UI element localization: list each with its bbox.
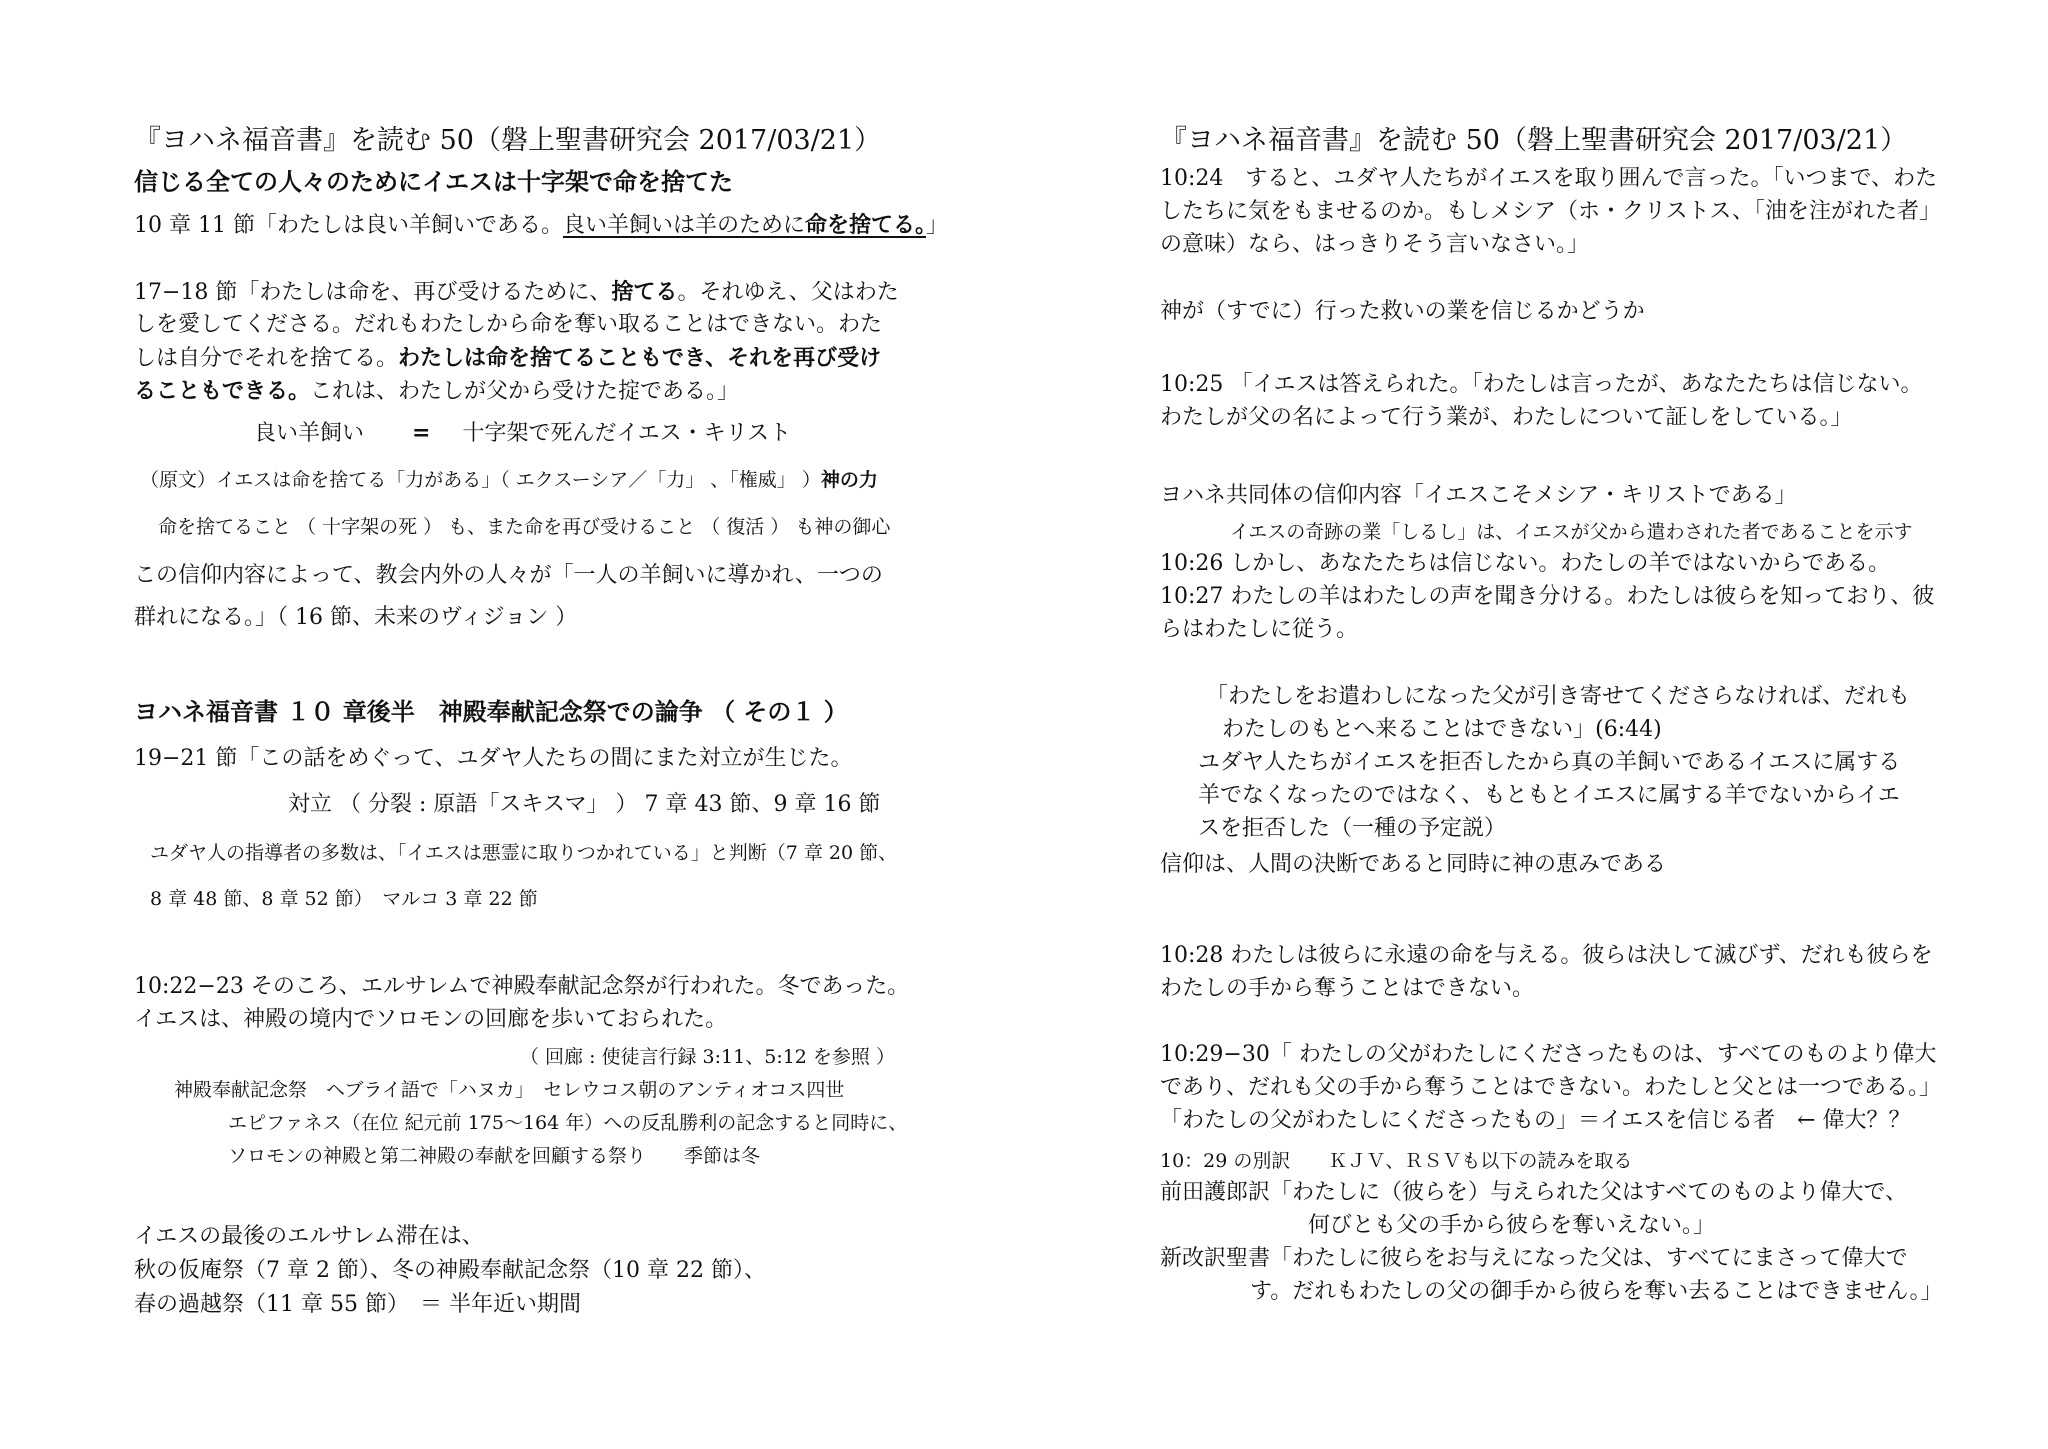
right-page [1024, 0, 2048, 1449]
alternative-translation-line: 10：29 の別訳 ＫＪＶ、ＲＳＶも以下の読みを取る [1160, 1150, 1633, 1172]
verse-26: 10:26 しかし、あなたたちは信じない。わたしの羊ではないからである。 [1160, 551, 1891, 576]
verse-28-line-2: わたしの手から奪うことはできない。 [1160, 976, 1535, 1001]
shinkaiyaku-line-2: す。だれもわたしの父の御手から彼らを奪い去ることはできません。」 [1250, 1279, 1943, 1304]
verse-11-underlined: 良い羊飼いは羊のために [562, 213, 805, 238]
verse-17-line-1 [134, 277, 899, 308]
verse-27-line-2: らはわたしに従う。 [1160, 617, 1359, 642]
document-title: 『ヨハネ福音書』を読む 50（磐上聖書研究会 2017/03/21） [1160, 125, 1908, 156]
verse-17-bold: わたしは命を捨てることもでき、それを再び受け [398, 345, 882, 371]
verse-17-line-3 [134, 343, 881, 374]
verse-24-line-2: したちに気をもませるのか。もしメシア（ホ・クリストス、「油を注がれた者」 [1160, 199, 1942, 224]
verse-17-text: 。それゆえ、父はわた [677, 280, 899, 305]
predestination-line-3: スを拒否した（一種の予定説） [1198, 816, 1507, 841]
verse-17-text: これは、わたしが父から受けた掟である。」 [310, 379, 740, 404]
document-title: 『ヨハネ福音書』を読む 50（磐上聖書研究会 2017/03/21） [134, 125, 882, 156]
verse-11-bold-underlined: 命を捨てる。 [805, 212, 927, 238]
document-subtitle: 信じる全ての人々のためにイエスは十字架で命を捨てた [134, 168, 734, 196]
verse-17-bold: ることもできる。 [134, 378, 311, 404]
quote-line-1: 「わたしをお遣わしになった父が引き寄せてくださらなければ、だれも [1206, 684, 1911, 709]
will-of-god-line: 命を捨てること （ 十字架の死 ） も、また命を再び受けること （ 復活 ） も神の御心 [158, 516, 891, 538]
verse-11 [134, 210, 948, 241]
verse-24-line-3: の意味）なら、はっきりそう言いなさい。」 [1160, 232, 1590, 257]
verse-17-text: しは自分でそれを捨てる。 [134, 346, 399, 371]
faith-line-2: 群れになる。」（ 16 節、未来のヴィジョン ） [134, 605, 578, 630]
festival-line-2: エピファネス（在位 紀元前 175〜164 年）への反乱勝利の記念すると同時に、 [228, 1112, 908, 1134]
stay-line-3: 春の過越祭（11 章 55 節） ＝ 半年近い期間 [134, 1292, 581, 1317]
predestination-line-1: ユダヤ人たちがイエスを拒否したから真の羊飼いであるイエスに属する [1198, 750, 1901, 775]
stay-line-1: イエスの最後のエルサレム滞在は、 [134, 1224, 484, 1249]
predestination-line-2: 羊でなくなったのではなく、もともとイエスに属する羊でないからイエ [1198, 783, 1900, 808]
good-shepherd-equation [254, 418, 791, 449]
community-faith-line: ヨハネ共同体の信仰内容「イエスこそメシア・キリストである」 [1160, 483, 1797, 508]
verse-11-post: 」 [926, 213, 949, 238]
verse-19: 19−21 節「この話をめぐって、ユダヤ人たちの間にまた対立が生じた。 [134, 746, 853, 771]
verse-11-pre: 10 章 11 節「わたしは良い羊飼いである。 [134, 213, 563, 238]
god-salvation-line: 神が（すでに）行った救いの業を信じるかどうか [1160, 299, 1645, 324]
festival-line-3: ソロモンの神殿と第二神殿の奉献を回顧する祭り 季節は冬 [228, 1145, 761, 1167]
conflict-note: 対立 （ 分裂 : 原語「スキスマ」 ） 7 章 43 節、9 章 16 節 [288, 792, 881, 817]
verse-25-line-2: わたしが父の名によって行う業が、わたしについて証しをしている。」 [1160, 405, 1853, 430]
verse-29-line-2: であり、だれも父の手から奪うことはできない。わたしと父とは一つである。」 [1160, 1075, 1942, 1100]
faith-line-1: この信仰内容によって、教会内外の人々が「一人の羊飼いに導かれ、一つの [134, 563, 883, 588]
faith-grace-line: 信仰は、人間の決断であると同時に神の恵みである [1160, 852, 1667, 877]
verse-25-line-1: 10:25 「イエスは答えられた。「わたしは言ったが、あなたたちは信じない。 [1160, 372, 1923, 397]
verse-17-line-4 [134, 376, 739, 407]
verse-17-bold: 捨てる [611, 279, 678, 305]
festival-line-1: 神殿奉献記念祭 ヘブライ語で「ハヌカ」 セレウコス朝のアンティオコス四世 [174, 1079, 845, 1101]
quote-line-2: わたしのもとへ来ることはできない」(6:44) [1222, 717, 1662, 742]
good-shepherd-term: 良い羊飼い [254, 421, 365, 446]
stay-line-2: 秋の仮庵祭（7 章 2 節）、冬の神殿奉献記念祭（10 章 22 節）、 [134, 1258, 766, 1283]
leaders-line-1: ユダヤ人の指導者の多数は、「イエスは悪霊に取りつかれている」と判断（7 章 20 節、 [150, 842, 898, 864]
verse-22-line-1: 10:22−23 そのころ、エルサレムで神殿奉献記念祭が行われた。冬であった。 [134, 974, 910, 999]
shinkaiyaku-line-1: 新改訳聖書「わたしに彼らをお与えになった父は、すべてにまさって偉大で [1160, 1246, 1908, 1271]
section-heading: ヨハネ福音書 １０ 章後半 神殿奉献記念祭での論争 （ その１ ） [134, 698, 848, 726]
good-shepherd-meaning: 十字架で死んだイエス・キリスト [462, 421, 792, 446]
equals-sign: = [412, 420, 431, 446]
verse-28-line-1: 10:28 わたしは彼らに永遠の命を与える。彼らは決して滅びず、だれも彼らを [1160, 943, 1933, 968]
verse-22-line-2: イエスは、神殿の境内でソロモンの回廊を歩いておられた。 [134, 1007, 728, 1032]
verse-29-line-1: 10:29−30「 わたしの父がわたしにくださったものは、すべてのものより偉大 [1160, 1042, 1937, 1067]
signs-line: イエスの奇跡の業「しるし」は、イエスが父から遣わされた者であることを示す [1230, 521, 1913, 543]
verse-27-line-1: 10:27 わたしの羊はわたしの声を聞き分ける。わたしは彼らを知っており、彼 [1160, 584, 1935, 609]
maeda-translation-line-1: 前田護郎訳「わたしに（彼らを）与えられた父はすべてのものより偉大で、 [1160, 1180, 1908, 1205]
maeda-translation-line-2: 何びとも父の手から彼らを奪いえない。」 [1308, 1213, 1716, 1238]
verse-17-line-2: しを愛してくださる。だれもわたしから命を奪い取ることはできない。わた [134, 312, 883, 337]
corridor-note: （ 回廊 : 使徒言行録 3:11、5:12 を参照 ） [520, 1046, 895, 1068]
verse-17-text: 17−18 節「わたしは命を、再び受けるために、 [134, 280, 612, 305]
verse-24-line-1: 10:24 すると、ユダヤ人たちがイエスを取り囲んで言った。「いつまで、わた [1160, 166, 1938, 191]
original-text-body: （原文）イエスは命を捨てる「力がある」（ エクスーシア／「力」 、「権威」 ） [140, 469, 821, 491]
leaders-line-2: 8 章 48 節、8 章 52 節） マルコ 3 章 22 節 [150, 888, 538, 910]
original-text-note [140, 465, 878, 495]
verse-29-line-3: 「わたしの父がわたしにくださったもの」＝イエスを信じる者 ← 偉大？？ [1160, 1108, 1911, 1133]
original-text-bold: 神の力 [820, 469, 878, 491]
